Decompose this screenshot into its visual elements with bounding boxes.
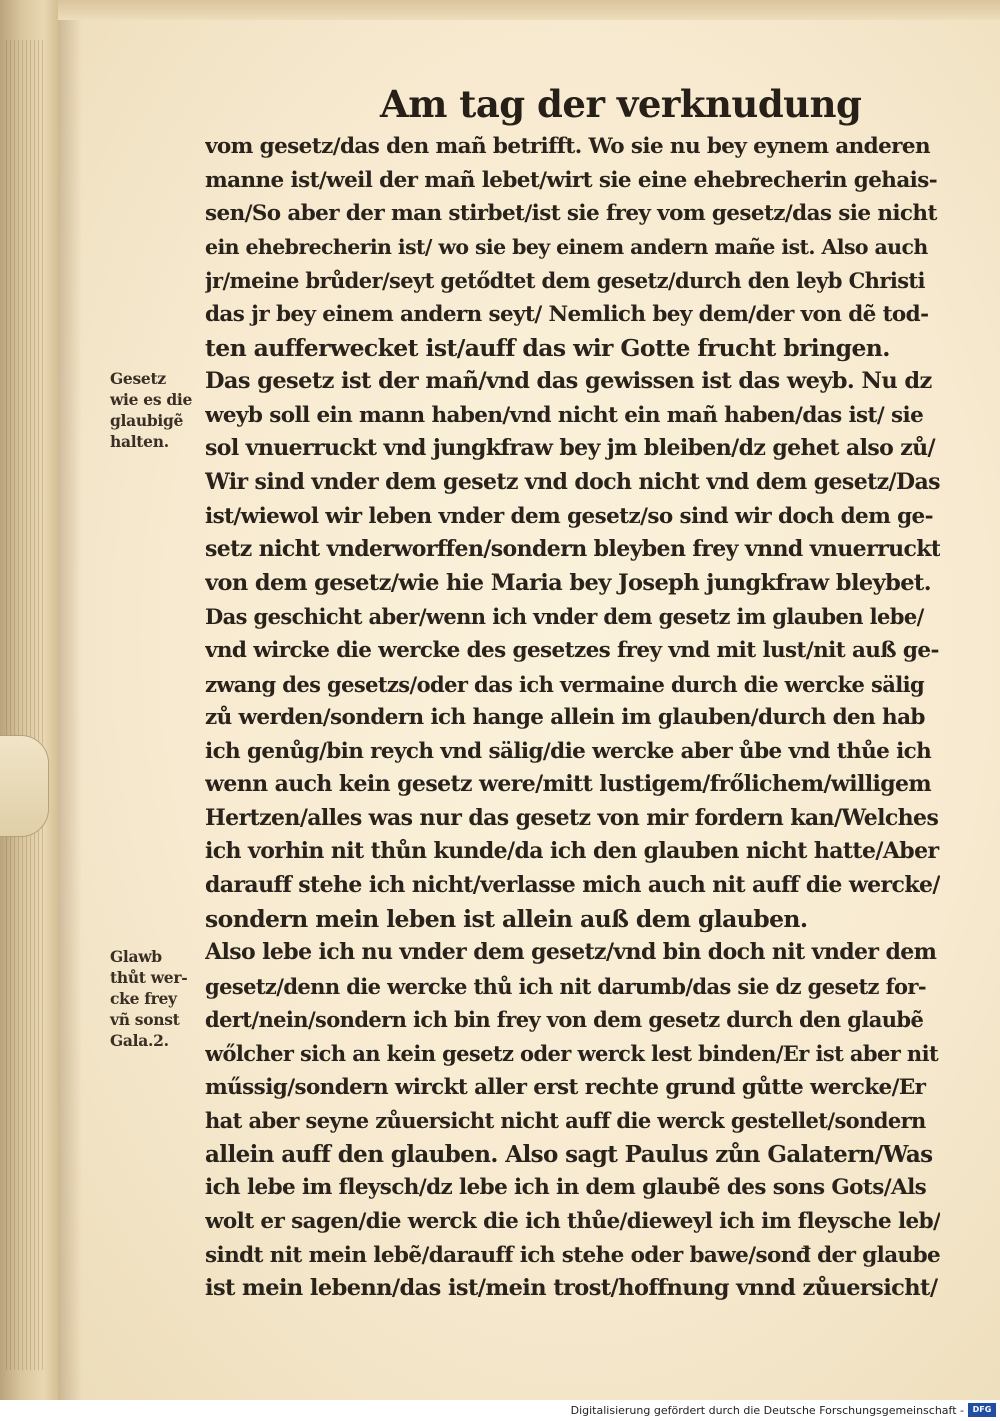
- text-line: gesetz/denn die wercke thů ich nit darumb/das sie dz gesetz for-: [205, 973, 927, 999]
- text-line: sindt nit mein lebẽ/darauff ich stehe oder bawe/sonđ der glaube: [205, 1242, 940, 1268]
- text-line: wenn auch kein gesetz were/mitt lustigem/frőlichem/willigem: [205, 771, 932, 798]
- footer-credit: Digitalisierung gefördert durch die Deutsche Forschungsgemeinschaft -: [570, 1404, 964, 1417]
- text-line: ich vorhin nit thůn kunde/da ich den glauben nicht hatte/Aber: [205, 838, 939, 865]
- text-line: wolt er sagen/die werck die ich thůe/dieweyl ich im fleysche leb/: [205, 1209, 940, 1234]
- margin-note-line: Gesetz: [110, 369, 166, 388]
- text-line: Hertzen/alles was nur das gesetz von mir fordern kan/Welches: [205, 804, 939, 831]
- text-line: von dem gesetz/wie hie Maria bey Joseph jungkfraw bleybet.: [205, 569, 931, 596]
- text-line: vnd wircke die wercke des gesetzes frey vnd mit lust/nit auß ge-: [205, 637, 939, 663]
- text-line: zwang des gesetzs/oder das ich vermaine durch die wercke sälig: [205, 671, 925, 697]
- footer-bar: [0, 1400, 1000, 1421]
- text-line: ist/wiewol wir leben vnder dem gesetz/so sind wir doch dem ge-: [205, 503, 933, 529]
- gutter-shadow: [58, 20, 82, 1400]
- text-line: dert/nein/sondern ich bin frey von dem gesetz durch den glaubẽ: [205, 1007, 924, 1033]
- margin-note-line: wie es die: [110, 390, 193, 409]
- margin-note-line: Glawb: [110, 947, 162, 966]
- text-line: hat aber seyne zůuersicht nicht auff die werck gestellet/sondern: [205, 1108, 926, 1134]
- text-line: Wir sind vnder dem gesetz vnd doch nicht vnd dem gesetz/Das: [205, 468, 940, 495]
- margin-note-line: thůt wer-: [110, 968, 188, 987]
- text-line: ich lebe im fleysch/dz lebe ich in dem glaubẽ des sons Gots/Als: [205, 1175, 927, 1201]
- text-line: setz nicht vnderworffen/sondern bleyben frey vnnd vnuerruckt: [205, 536, 940, 563]
- margin-note-line: Gala.2.: [110, 1031, 169, 1050]
- book-binding: [0, 0, 58, 1400]
- text-line: darauff stehe ich nicht/verlasse mich auch nit auff die wercke/: [205, 872, 940, 899]
- margin-note-line: cke frey: [110, 989, 177, 1008]
- text-line: ein ehebrecherin ist/ wo sie bey einem andern mañe ist. Also auch: [205, 234, 928, 259]
- text-line: sondern mein leben ist allein auß dem glauben.: [205, 904, 808, 933]
- text-line: ten aufferwecket ist/auff das wir Gotte frucht bringen.: [205, 333, 890, 362]
- margin-note-glawb: [110, 946, 187, 1051]
- text-line: sen/So aber der man stirbet/ist sie frey vom gesetz/das sie nicht: [205, 201, 937, 227]
- text-line: műssig/sondern wirckt aller erst rechte grund gůtte wercke/Er: [205, 1074, 926, 1100]
- margin-note-gesetz: [110, 368, 192, 452]
- text-line: Also lebe ich nu vnder dem gesetz/vnd bin doch nit vnder dem: [205, 939, 937, 966]
- margin-note-line: vñ sonst: [110, 1010, 180, 1029]
- text-line: sol vnuerruckt vnd jungkfraw bey jm bleiben/dz gehet also zů/: [205, 435, 935, 462]
- body-text: [205, 130, 940, 1306]
- text-line: manne ist/weil der mañ lebet/wirt sie eine ehebrecherin gehais-: [205, 167, 938, 193]
- running-head: Am tag der verknudung: [380, 82, 862, 126]
- text-line: Das gesetz ist der mañ/vnd das gewissen ist das weyb. Nu dz: [205, 368, 932, 395]
- bookmark-tab: [0, 735, 49, 837]
- page-top-edge: [58, 0, 1000, 22]
- text-line: ist mein lebenn/das ist/mein trost/hoffnung vnnd zůuersicht/: [205, 1275, 938, 1302]
- margin-note-line: glaubigẽ: [110, 411, 184, 430]
- text-line: ich genůg/bin reych vnd sälig/die wercke aber ůbe vnd thůe ich: [205, 738, 932, 764]
- page-edges: [6, 40, 46, 1370]
- margin-note-line: halten.: [110, 432, 169, 451]
- text-line: jr/meine brůder/seyt getődtet dem gesetz/durch den leyb Christi: [205, 268, 925, 294]
- text-line: zů werden/sondern ich hange allein im glauben/durch den hab: [205, 705, 925, 731]
- text-line: das jr bey einem andern seyt/ Nemlich bey dem/der von dẽ tod-: [205, 301, 929, 327]
- text-line: weyb soll ein mann haben/vnd nicht ein mañ haben/das ist/ sie: [205, 402, 924, 428]
- text-line: allein auff den glauben. Also sagt Paulus zůn Galatern/Was: [205, 1140, 933, 1168]
- text-line: vom gesetz/das den mañ betrifft. Wo sie nu bey eynem anderen: [205, 134, 930, 159]
- text-line: Das geschicht aber/wenn ich vnder dem gesetz im glauben lebe/: [205, 604, 924, 630]
- text-line: wőlcher sich an kein gesetz oder werck lest binden/Er ist aber nit: [205, 1041, 939, 1067]
- dfg-logo-icon: DFG: [968, 1403, 996, 1417]
